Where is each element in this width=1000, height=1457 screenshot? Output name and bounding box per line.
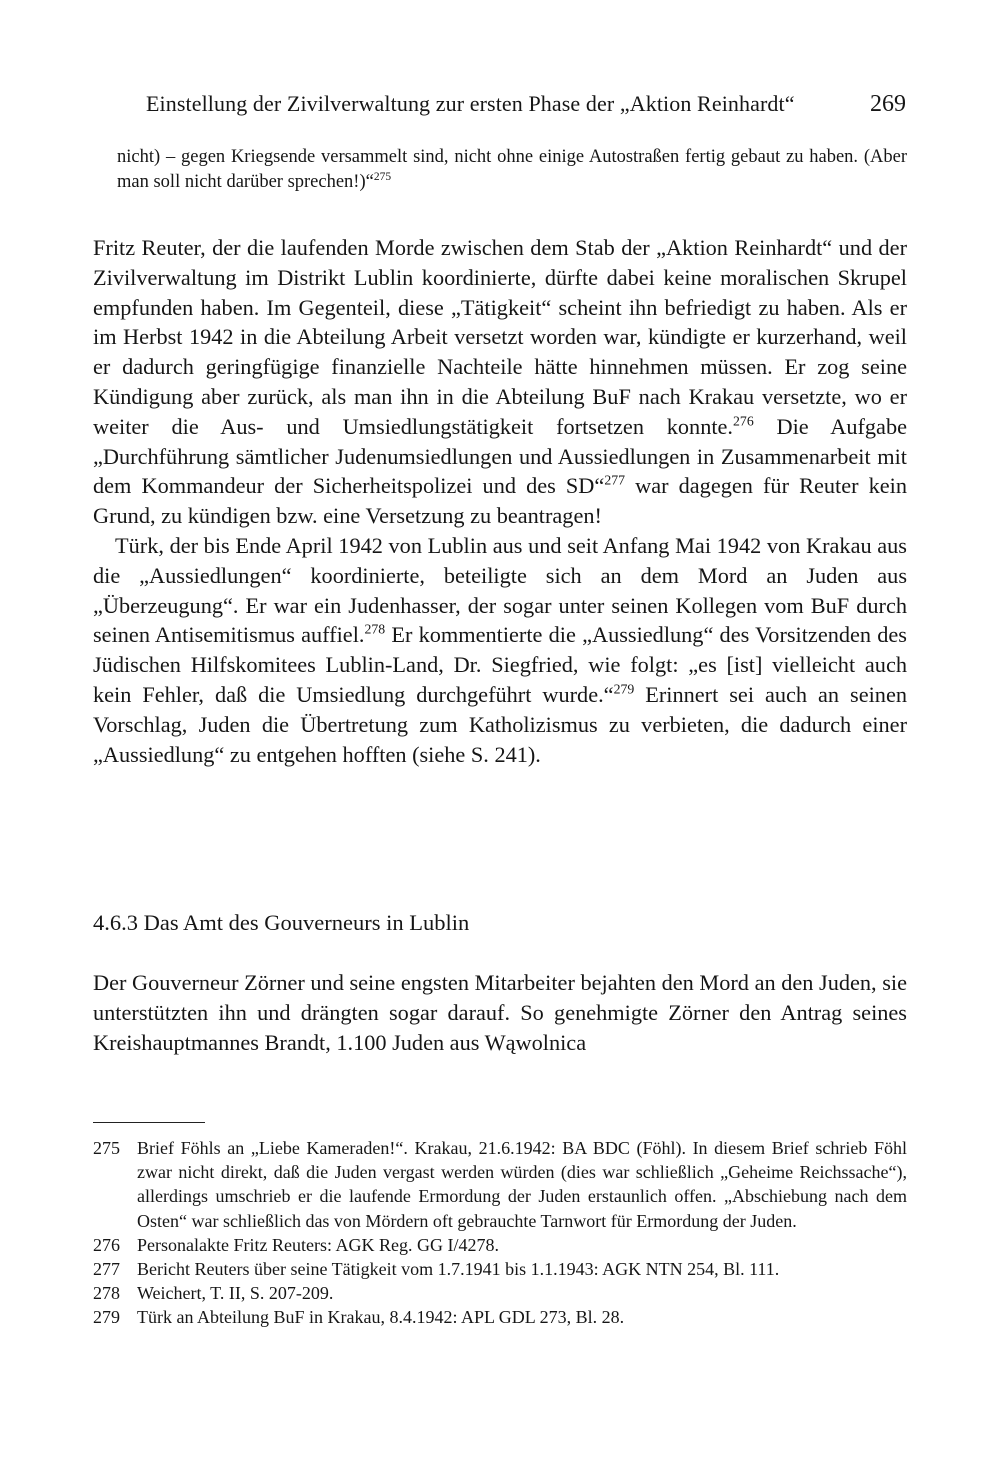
body-section-2 [93, 968, 907, 1057]
running-title: Einstellung der Zivilverwaltung zur ersten Phase der „Aktion Reinhardt“ [146, 91, 795, 116]
footnote-number: 278 [93, 1283, 120, 1304]
paragraph-text: Fritz Reuter, der die laufenden Morde zwischen dem Stab der „Aktion Reinhardt“ und der Zivilverwaltung im Distrikt Lublin koordinierte, dürfte dabei keine moralischen Skrupel empfunden haben. Im Gegenteil, diese „Tätigkeit“ scheint ihn befriedigt zu haben. Als er im Herbst 1942 in die Abteilung Arbeit versetzt worden war, kündigte er kurzerhand, weil er dadurch geringfügige finanzielle Nachteile hätte hinnehmen müssen. Er zog seine Kündigung aber zurück, als man ihn in die Abteilung BuF nach Krakau versetzte, wo er weiter die Aus- und Umsiedlungstätigkeit fortsetzen konnte. [93, 235, 907, 439]
paragraph-reuter [93, 233, 907, 531]
footnote-text: Bericht Reuters über seine Tätigkeit vom 1.7.1941 bis 1.1.1943: AGK NTN 254, Bl. 111. [137, 1259, 780, 1280]
footnote-number: 279 [93, 1307, 120, 1328]
footnote-278 [93, 1281, 907, 1305]
footnote-text: Türk an Abteilung BuF in Krakau, 8.4.1942: APL GDL 273, Bl. 28. [137, 1307, 625, 1328]
footnote-277 [93, 1257, 907, 1281]
block-quote [117, 145, 907, 195]
footnote-ref-275[interactable]: 275 [373, 171, 392, 184]
footnotes [93, 1136, 907, 1330]
paragraph-text: Türk, der bis Ende April 1942 von Lublin aus und seit Anfang Mai 1942 von Krakau aus die „Aussiedlungen“ koordinierte, beteiligte sich an dem Mord an Juden aus „Überzeugung“. Er war ein Judenhasser, der sogar unter seinen Kollegen vom BuF durch seinen Antisemitismus auffiel. [93, 532, 907, 648]
footnote-text: Weichert, T. II, S. 207-209. [137, 1283, 334, 1304]
footnote-ref-277[interactable]: 277 [604, 473, 626, 489]
footnote-ref-276[interactable]: 276 [733, 413, 754, 429]
footnote-275 [93, 1136, 907, 1233]
footnote-276 [93, 1233, 907, 1257]
footnote-ref-279[interactable]: 279 [613, 681, 635, 697]
footnote-279 [93, 1305, 907, 1329]
quote-text: nicht) – gegen Kriegsende versammelt sind, nicht ohne einige Autostraßen fertig gebaut zu haben. (Aber man soll nicht darüber sprechen!)“ [117, 147, 907, 192]
body-section-1 [93, 233, 907, 769]
footnote-number: 277 [93, 1259, 120, 1280]
footnote-ref-278[interactable]: 278 [364, 622, 386, 638]
footnote-number: 276 [93, 1234, 120, 1255]
page-number: 269 [870, 91, 906, 117]
paragraph-text: Die Aufgabe „Durchführung sämtlicher Judenumsiedlungen und Aussiedlungen in Zusammenarbeit mit dem Kommandeur der Sicherheitspolizei und des SD“ [93, 413, 907, 499]
paragraph-text: Er kommentierte die „Aussiedlung“ des Vorsitzenden des Jüdischen Hilfskomitees Lublin-Land, Dr. Siegfried, wie folgt: „es [ist] vielleicht auch kein Fehler, daß die Umsiedlung durchgeführt wurde.“ [93, 622, 907, 707]
section-heading: 4.6.3 Das Amt des Gouverneurs in Lublin [93, 910, 470, 935]
quote-paragraph [117, 145, 907, 195]
footnote-text: Brief Föhls an „Liebe Kameraden!“. Krakau, 21.6.1942: BA BDC (Föhl). In diesem Brief schrieb Föhl zwar nicht direkt, daß die Juden vergast werden würden (dies war schließlich „Geheime Reichssache“), allerdings umschrieb er die laufende Ermordung der Juden erstaunlich offen. „Abschiebung nach dem Osten“ war schließlich das von Mördern oft gebrauchte Tarnwort für Ermordung der Juden. [137, 1138, 907, 1231]
paragraph-text: war dagegen für Reuter kein Grund, zu kündigen bzw. eine Versetzung zu beantragen! [93, 473, 907, 529]
footnote-number: 275 [93, 1138, 120, 1158]
paragraph-zoerner: Der Gouverneur Zörner und seine engsten Mitarbeiter bejahten den Mord an den Juden, sie unterstützten ihn und drängten sogar darauf. So genehmigte Zörner den Antrag seines Kreishauptmannes Brandt, 1.100 Juden aus Wąwolnica [93, 970, 907, 1055]
footnote-divider [93, 1122, 205, 1123]
paragraph-tuerk [93, 531, 907, 769]
paragraph-text: Erinnert sei auch an seinen Vorschlag, Juden die Übertretung zum Katholizismus zu verbieten, die dadurch einer „Aussiedlung“ zu entgehen hofften (siehe S. 241). [93, 681, 907, 767]
footnote-text: Personalakte Fritz Reuters: AGK Reg. GG I/4278. [137, 1234, 499, 1255]
running-head [146, 86, 906, 122]
